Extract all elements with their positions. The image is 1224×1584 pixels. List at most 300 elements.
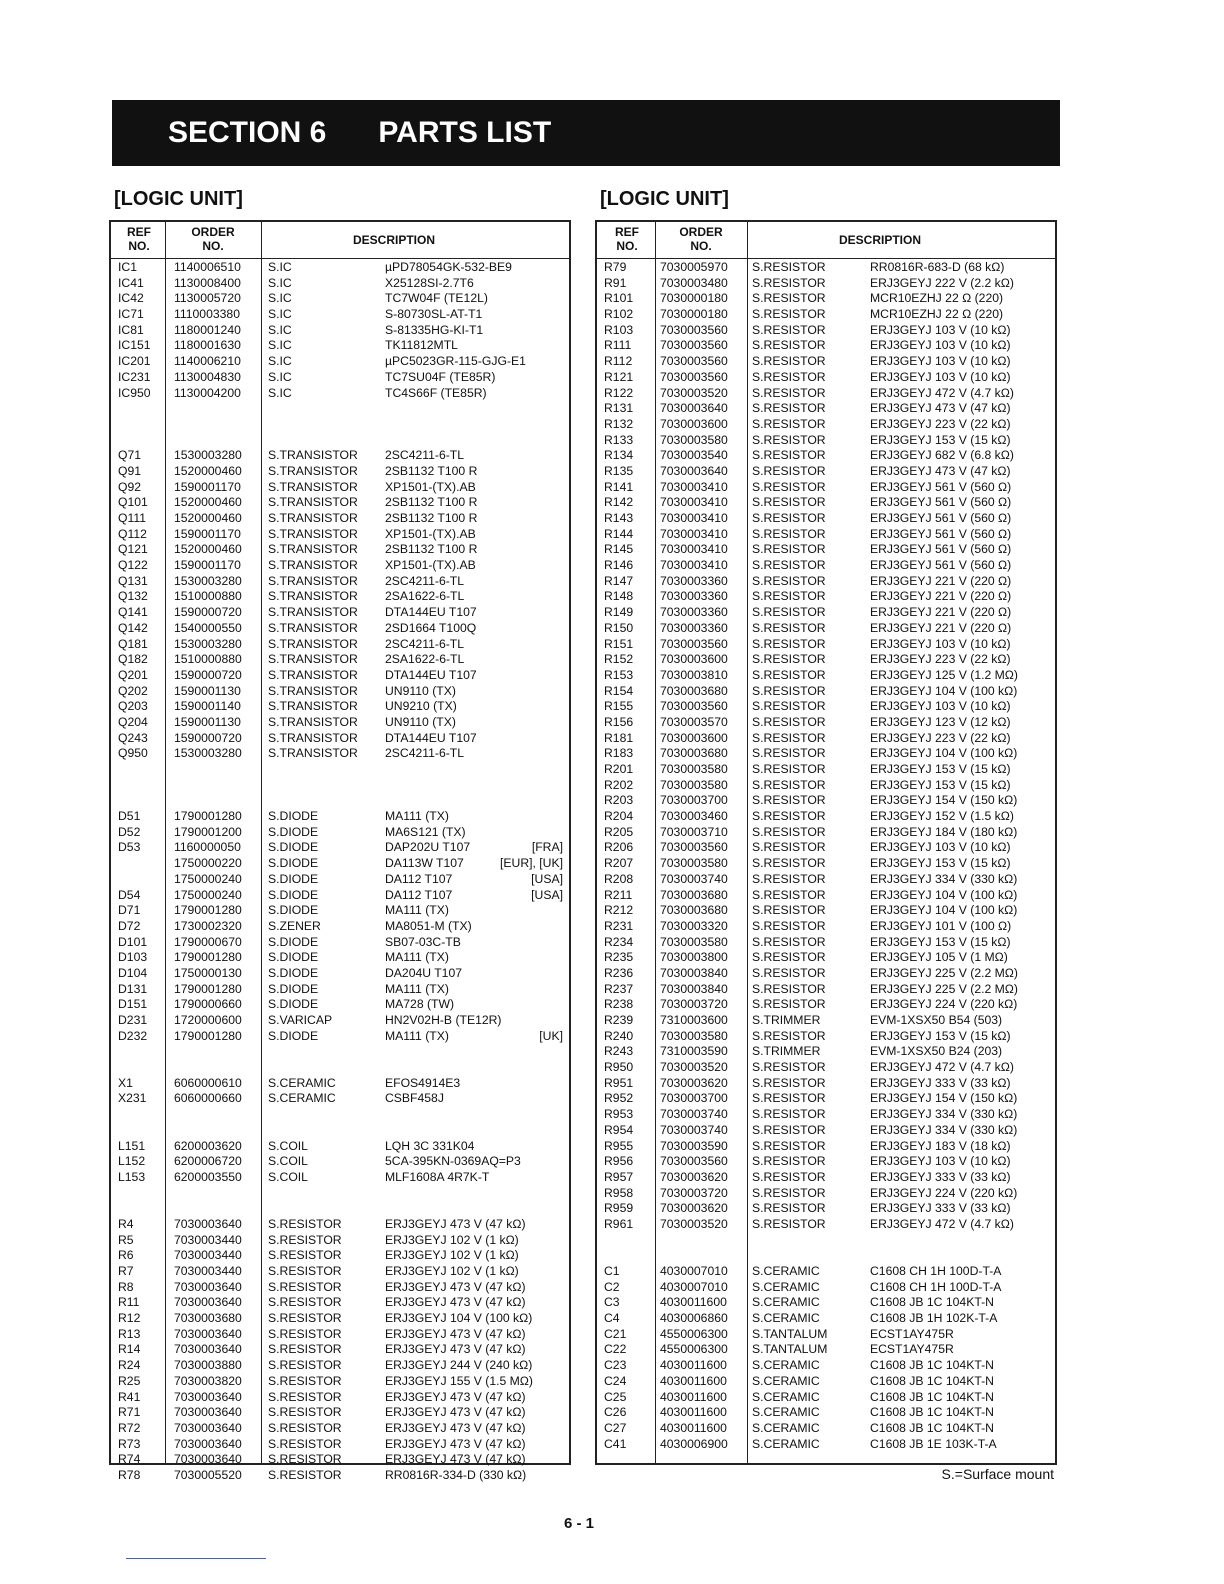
order-cell: 1130008400: [174, 275, 241, 290]
type-cell: S.IC: [268, 354, 292, 369]
order-cell: 4030011600: [660, 1405, 727, 1420]
type-cell: S.TRANSISTOR: [268, 683, 358, 698]
type-cell: S.RESISTOR: [752, 652, 826, 667]
desc-cell: ERJ3GEYJ 473 V (47 kΩ): [385, 1342, 526, 1357]
order-cell: 1520000460: [174, 463, 242, 478]
desc-cell: SB07-03C-TB: [385, 934, 461, 949]
type-cell: S.RESISTOR: [268, 1216, 342, 1231]
ref-cell: R234: [604, 934, 634, 949]
desc-cell: ERJ3GEYJ 153 V (15 kΩ): [870, 762, 1011, 776]
order-cell: 7030003680: [660, 903, 728, 918]
type-cell: S.IC: [268, 291, 292, 306]
type-cell: S.DIODE: [268, 856, 319, 871]
type-cell: S.CERAMIC: [752, 1264, 820, 1278]
desc-cell: ERJ3GEYJ 473 V (47 kΩ): [385, 1279, 526, 1294]
type-cell: S.RESISTOR: [752, 1216, 826, 1231]
type-cell: S.TRANSISTOR: [268, 526, 358, 541]
type-cell: S.CERAMIC: [752, 1358, 820, 1373]
table-row: [111, 1437, 569, 1453]
order-cell: 7030003640: [174, 1326, 242, 1341]
ref-cell: L151: [118, 1138, 146, 1153]
right-unit-title: [LOGIC UNIT]: [600, 188, 729, 210]
ref-cell: R958: [604, 1185, 634, 1200]
ref-cell: R205: [604, 824, 634, 839]
order-cell: 1730002320: [174, 918, 242, 933]
order-cell: 4030011600: [660, 1420, 727, 1435]
ref-cell: IC201: [118, 354, 151, 369]
type-cell: S.TRANSISTOR: [268, 558, 358, 573]
desc-cell: EFOS4914E3: [385, 1075, 461, 1090]
ref-cell: R11: [118, 1295, 140, 1310]
order-cell: 1590001140: [174, 699, 241, 714]
order-cell: 7030003640: [660, 463, 728, 478]
order-cell: 7030003640: [174, 1216, 242, 1231]
desc-cell: ERJ3GEYJ 225 V (2.2 MΩ): [870, 981, 1018, 996]
desc-cell: ERJ3GEYJ 473 V (47 kΩ): [385, 1216, 526, 1231]
ref-cell: D101: [118, 934, 148, 949]
order-cell: 4030011600: [660, 1389, 727, 1404]
desc-cell: ERJ3GEYJ 103 V (10 kΩ): [870, 699, 1011, 714]
table-row: [111, 637, 569, 653]
order-cell: 7030003440: [174, 1248, 242, 1263]
table-row: [111, 1421, 569, 1437]
table-row: [111, 1264, 569, 1280]
type-cell: S.CERAMIC: [752, 1420, 820, 1435]
desc-cell: EVM-1XSX50 B54 (503): [870, 1013, 1003, 1027]
type-cell: S.RESISTOR: [752, 777, 826, 792]
table-row: [597, 291, 1055, 307]
order-cell: 7030003680: [174, 1311, 242, 1326]
order-cell: 1520000460: [174, 542, 242, 557]
ref-cell: D54: [118, 887, 141, 902]
ref-cell: R78: [118, 1467, 141, 1482]
desc-cell: UN9110 (TX): [385, 714, 456, 729]
table-row: [111, 1139, 569, 1155]
type-cell: S.RESISTOR: [752, 495, 826, 510]
order-cell: 4030007010: [660, 1279, 728, 1294]
order-cell: 7030003580: [660, 856, 728, 871]
desc-cell: 5CA-395KN-0369AQ=P3: [385, 1154, 521, 1169]
order-cell: 1130005720: [174, 291, 241, 306]
desc-cell: RR0816R-334-D (330 kΩ): [385, 1467, 527, 1482]
desc-cell: ERJ3GEYJ 155 V (1.5 MΩ): [385, 1373, 533, 1388]
type-cell: S.CERAMIC: [752, 1389, 820, 1404]
ref-cell: L152: [118, 1154, 146, 1169]
order-cell: 7030003360: [660, 605, 728, 620]
table-row: [111, 1060, 569, 1076]
order-cell: 7030003620: [660, 1201, 728, 1216]
type-cell: S.ZENER: [268, 918, 321, 933]
ref-cell: R961: [604, 1216, 634, 1231]
table-row: [597, 825, 1055, 841]
order-cell: 7030003360: [660, 589, 728, 604]
order-cell: 7030003640: [660, 401, 728, 416]
ref-cell: D52: [118, 824, 141, 839]
type-cell: S.COIL: [268, 1169, 308, 1184]
order-cell: 4030006860: [660, 1311, 728, 1326]
ref-cell: C25: [604, 1389, 627, 1404]
desc-cell: C1608 JB 1C 104KT-N: [870, 1389, 994, 1404]
type-cell: S.TRANSISTOR: [268, 589, 358, 604]
ref-cell: R73: [118, 1436, 141, 1451]
order-cell: 1110003380: [174, 307, 240, 322]
type-cell: S.TRANSISTOR: [268, 667, 358, 682]
table-row: [597, 903, 1055, 919]
ref-cell: L153: [118, 1169, 146, 1184]
desc-cell: C1608 JB 1C 104KT-N: [870, 1420, 994, 1435]
table-row: [597, 621, 1055, 637]
type-cell: S.RESISTOR: [752, 479, 826, 494]
desc-cell: ERJ3GEYJ 224 V (220 kΩ): [870, 1185, 1018, 1200]
order-cell: 4030007010: [660, 1264, 728, 1278]
type-cell: S.TRANSISTOR: [268, 479, 358, 494]
table-row: [597, 370, 1055, 386]
type-cell: S.RESISTOR: [752, 699, 826, 714]
ref-cell: R133: [604, 432, 634, 447]
ref-cell: Q201: [118, 667, 148, 682]
type-cell: S.RESISTOR: [752, 511, 826, 525]
table-row: [111, 542, 569, 558]
table-row: [111, 1044, 569, 1060]
type-cell: S.RESISTOR: [752, 1154, 826, 1169]
order-cell: 7030003740: [660, 871, 728, 886]
table-row: [111, 1076, 569, 1092]
ref-cell: C27: [604, 1420, 627, 1435]
order-cell: 1530003280: [174, 636, 242, 651]
ref-cell: IC1: [118, 260, 137, 274]
table-row: [597, 778, 1055, 794]
table-row: [597, 856, 1055, 872]
desc-cell: ERJ3GEYJ 184 V (180 kΩ): [870, 824, 1018, 839]
order-cell: 7030003600: [660, 652, 728, 667]
desc-cell: MA111 (TX): [385, 903, 449, 918]
type-cell: S.CERAMIC: [268, 1091, 336, 1106]
table-row: [111, 966, 569, 982]
table-row: [111, 558, 569, 574]
desc-cell: ERJ3GEYJ 244 V (240 kΩ): [385, 1358, 533, 1373]
type-cell: S.RESISTOR: [752, 981, 826, 996]
order-cell: 7030003560: [660, 1154, 728, 1169]
type-cell: S.RESISTOR: [752, 338, 826, 353]
desc-cell: ECST1AY475R: [870, 1326, 954, 1341]
ref-cell: D72: [118, 918, 141, 933]
type-cell: S.DIODE: [268, 871, 319, 886]
ref-cell: R956: [604, 1154, 634, 1169]
type-cell: S.TANTALUM: [752, 1326, 828, 1341]
ref-cell: Q141: [118, 605, 148, 620]
order-cell: 1790000660: [174, 997, 242, 1012]
table-row: [597, 888, 1055, 904]
table-row: [597, 1013, 1055, 1029]
table-row: [597, 1327, 1055, 1343]
table-row: [111, 276, 569, 292]
desc-cell: ERJ3GEYJ 561 V (560 Ω): [870, 511, 1012, 525]
order-cell: 1130004830: [174, 369, 241, 384]
order-cell: 6200006720: [174, 1154, 242, 1169]
order-cell: 4030011600: [660, 1358, 727, 1373]
desc-cell: ERJ3GEYJ 104 V (100 kΩ): [870, 903, 1018, 918]
col-desc-header: DESCRIPTION: [353, 233, 436, 247]
order-cell: 1130004200: [174, 385, 241, 400]
table-row: [597, 1139, 1055, 1155]
desc-cell: ERJ3GEYJ 334 V (330 kΩ): [870, 871, 1018, 886]
right-rows: [597, 260, 1055, 1452]
order-cell: 7030003740: [660, 1122, 728, 1137]
desc-cell: ERJ3GEYJ 153 V (15 kΩ): [870, 432, 1011, 447]
desc-cell: 2SB1132 T100 R: [385, 463, 478, 478]
ref-cell: Q950: [118, 746, 148, 761]
desc-cell: MA111 (TX): [385, 950, 449, 965]
ref-cell: R13: [118, 1326, 141, 1341]
order-cell: 7030003740: [660, 1107, 728, 1122]
desc-cell: ERJ3GEYJ 473 V (47 kΩ): [385, 1295, 526, 1310]
table-row: [111, 668, 569, 684]
ref-cell: Q112: [118, 526, 147, 541]
type-cell: S.COIL: [268, 1154, 308, 1169]
ref-cell: C21: [604, 1326, 627, 1341]
type-cell: S.RESISTOR: [268, 1248, 342, 1263]
ref-cell: R231: [604, 918, 634, 933]
desc-cell: ERJ3GEYJ 102 V (1 kΩ): [385, 1232, 519, 1247]
desc-cell: DAP202U T107: [385, 840, 471, 855]
ref-cell: D104: [118, 965, 148, 980]
order-cell: 4030011600: [660, 1295, 727, 1310]
table-row: [111, 495, 569, 511]
left-rows: [111, 260, 569, 1484]
table-row: [111, 825, 569, 841]
table-row: [597, 589, 1055, 605]
type-cell: S.TRANSISTOR: [268, 620, 358, 635]
type-cell: S.RESISTOR: [752, 856, 826, 871]
order-cell: 7030003640: [174, 1420, 242, 1435]
desc-cell: ERJ3GEYJ 103 V (10 kΩ): [870, 840, 1011, 855]
desc-cell: C1608 CH 1H 100D-T-A: [870, 1264, 1002, 1278]
order-cell: 1160000050: [174, 840, 241, 855]
table-row: [597, 840, 1055, 856]
order-cell: 1750000220: [174, 856, 242, 871]
table-row: [111, 982, 569, 998]
note-cell: [USA]: [531, 871, 563, 886]
order-cell: 7030003540: [660, 448, 728, 463]
table-row: [111, 652, 569, 668]
desc-cell: ERJ3GEYJ 473 V (47 kΩ): [385, 1389, 526, 1404]
table-row: [597, 997, 1055, 1013]
type-cell: S.RESISTOR: [752, 840, 826, 855]
desc-cell: ERJ3GEYJ 101 V (100 Ω): [870, 918, 1012, 933]
desc-cell: 2SB1132 T100 R: [385, 542, 478, 557]
table-row: [597, 480, 1055, 496]
order-cell: 7030003810: [660, 667, 728, 682]
ref-cell: R207: [604, 856, 634, 871]
order-cell: 7030003560: [660, 636, 728, 651]
desc-cell: ECST1AY475R: [870, 1342, 954, 1357]
type-cell: S.RESISTOR: [752, 1060, 826, 1075]
order-cell: 7030003680: [660, 746, 728, 761]
table-row: [597, 793, 1055, 809]
ref-cell: R950: [604, 1060, 634, 1075]
table-row: [111, 338, 569, 354]
ref-cell: X231: [118, 1091, 147, 1106]
desc-cell: ERJ3GEYJ 221 V (220 Ω): [870, 589, 1012, 604]
ref-cell: R6: [118, 1248, 134, 1263]
order-cell: 1590001130: [174, 683, 241, 698]
table-row: [111, 1123, 569, 1139]
type-cell: S.DIODE: [268, 981, 319, 996]
type-cell: S.TRANSISTOR: [268, 746, 358, 761]
type-cell: S.RESISTOR: [268, 1467, 342, 1482]
table-row: [597, 1029, 1055, 1045]
order-cell: 7030003640: [174, 1436, 242, 1451]
type-cell: S.RESISTOR: [752, 432, 826, 447]
ref-cell: R149: [604, 605, 634, 620]
ref-cell: Q111: [118, 511, 147, 525]
ref-cell: D53: [118, 840, 141, 855]
order-cell: 7030003600: [660, 730, 728, 745]
table-row: [597, 1201, 1055, 1217]
order-cell: 1590000720: [174, 605, 242, 620]
desc-cell: ERJ3GEYJ 333 V (33 kΩ): [870, 1075, 1011, 1090]
order-cell: 7310003590: [660, 1044, 728, 1059]
table-row: [111, 1374, 569, 1390]
type-cell: S.TRANSISTOR: [268, 511, 358, 525]
type-cell: S.RESISTOR: [752, 636, 826, 651]
desc-cell: MA111 (TX): [385, 1028, 449, 1043]
type-cell: S.RESISTOR: [752, 401, 826, 416]
desc-cell: ERJ3GEYJ 473 V (47 kΩ): [385, 1436, 526, 1451]
type-cell: S.CERAMIC: [752, 1373, 820, 1388]
order-cell: 1530003280: [174, 746, 242, 761]
ref-cell: R91: [604, 275, 627, 290]
order-cell: 1510000880: [174, 652, 242, 667]
type-cell: S.TRANSISTOR: [268, 573, 358, 588]
order-cell: 7030003640: [174, 1279, 242, 1294]
order-cell: 7030003580: [660, 762, 728, 776]
type-cell: S.DIODE: [268, 824, 319, 839]
order-cell: 1790001200: [174, 824, 242, 839]
ref-cell: R135: [604, 463, 634, 478]
table-row: [597, 746, 1055, 762]
type-cell: S.RESISTOR: [268, 1264, 342, 1278]
ref-cell: D232: [118, 1028, 148, 1043]
desc-cell: ERJ3GEYJ 333 V (33 kΩ): [870, 1201, 1011, 1216]
type-cell: S.CERAMIC: [268, 1075, 336, 1090]
order-cell: 7030003580: [660, 934, 728, 949]
ref-cell: R243: [604, 1044, 634, 1059]
type-cell: S.RESISTOR: [752, 416, 826, 431]
desc-cell: ERJ3GEYJ 473 V (47 kΩ): [385, 1326, 526, 1341]
desc-cell: DTA144EU T107: [385, 605, 477, 620]
table-row: [597, 950, 1055, 966]
table-row: [597, 1374, 1055, 1390]
order-cell: 7030003590: [660, 1138, 728, 1153]
desc-cell: ERJ3GEYJ 221 V (220 Ω): [870, 605, 1012, 620]
table-row: [597, 1280, 1055, 1296]
desc-cell: UN9110 (TX): [385, 683, 456, 698]
table-row: [597, 386, 1055, 402]
desc-cell: DA113W T107: [385, 856, 464, 871]
desc-cell: ERJ3GEYJ 221 V (220 Ω): [870, 573, 1012, 588]
ref-cell: R201: [604, 762, 634, 776]
type-cell: S.RESISTOR: [268, 1279, 342, 1294]
type-cell: S.RESISTOR: [752, 275, 826, 290]
table-row: [111, 793, 569, 809]
table-row: [597, 574, 1055, 590]
order-cell: 1180001240: [174, 322, 241, 337]
desc-cell: TC7SU04F (TE85R): [385, 369, 496, 384]
desc-cell: C1608 JB 1H 102K-T-A: [870, 1311, 998, 1326]
desc-cell: ERJ3GEYJ 561 V (560 Ω): [870, 542, 1012, 557]
ref-cell: R240: [604, 1028, 634, 1043]
table-row: [111, 1029, 569, 1045]
order-cell: 7030003580: [660, 432, 728, 447]
desc-cell: ERJ3GEYJ 153 V (15 kΩ): [870, 934, 1011, 949]
ref-cell: C24: [604, 1373, 627, 1388]
desc-cell: C1608 JB 1C 104KT-N: [870, 1295, 994, 1310]
note-cell: [USA]: [531, 887, 563, 902]
table-row: [597, 1060, 1055, 1076]
ref-cell: Q132: [118, 589, 148, 604]
table-row: [111, 1201, 569, 1217]
section-title: PARTS LIST: [378, 116, 552, 149]
order-cell: 1520000460: [174, 495, 242, 510]
order-cell: 7030000180: [660, 307, 728, 322]
ref-cell: R153: [604, 667, 634, 682]
order-cell: 7030003570: [660, 714, 728, 729]
ref-cell: R238: [604, 997, 634, 1012]
table-row: [111, 323, 569, 339]
type-cell: S.RESISTOR: [752, 354, 826, 369]
order-cell: 1790000670: [174, 934, 242, 949]
order-cell: 7030003640: [174, 1389, 242, 1404]
table-row: [597, 731, 1055, 747]
ref-cell: R155: [604, 699, 634, 714]
desc-cell: TK11812MTL: [385, 338, 458, 353]
col-order-header: ORDER NO.: [679, 225, 723, 253]
order-cell: 4030006900: [660, 1436, 728, 1451]
type-cell: S.RESISTOR: [752, 762, 826, 776]
table-row: [597, 417, 1055, 433]
footer-rule: [126, 1558, 266, 1559]
ref-cell: R122: [604, 385, 634, 400]
type-cell: S.RESISTOR: [752, 809, 826, 824]
order-cell: 7030003580: [660, 1028, 728, 1043]
desc-cell: ERJ3GEYJ 102 V (1 kΩ): [385, 1264, 519, 1278]
ref-cell: C4: [604, 1311, 620, 1326]
desc-cell: 2SB1132 T100 R: [385, 495, 478, 510]
desc-cell: ERJ3GEYJ 154 V (150 kΩ): [870, 1091, 1018, 1106]
col-ref-header: REF NO.: [615, 225, 639, 253]
order-cell: 1750000240: [174, 871, 242, 886]
type-cell: S.RESISTOR: [752, 997, 826, 1012]
ref-cell: D71: [118, 903, 141, 918]
desc-cell: ERJ3GEYJ 472 V (4.7 kΩ): [870, 385, 1014, 400]
table-row: [597, 1390, 1055, 1406]
table-row: [597, 1170, 1055, 1186]
ref-cell: R102: [604, 307, 634, 322]
order-cell: 1590001170: [174, 558, 241, 573]
ref-cell: Q204: [118, 714, 148, 729]
ref-cell: D103: [118, 950, 148, 965]
desc-cell: ERJ3GEYJ 103 V (10 kΩ): [870, 369, 1011, 384]
ref-cell: R145: [604, 542, 634, 557]
table-row: [111, 699, 569, 715]
desc-cell: DTA144EU T107: [385, 730, 477, 745]
table-row: [597, 433, 1055, 449]
type-cell: S.RESISTOR: [268, 1389, 342, 1404]
table-row: [597, 307, 1055, 323]
order-cell: 7030003680: [660, 887, 728, 902]
note-cell: [FRA]: [531, 840, 563, 855]
